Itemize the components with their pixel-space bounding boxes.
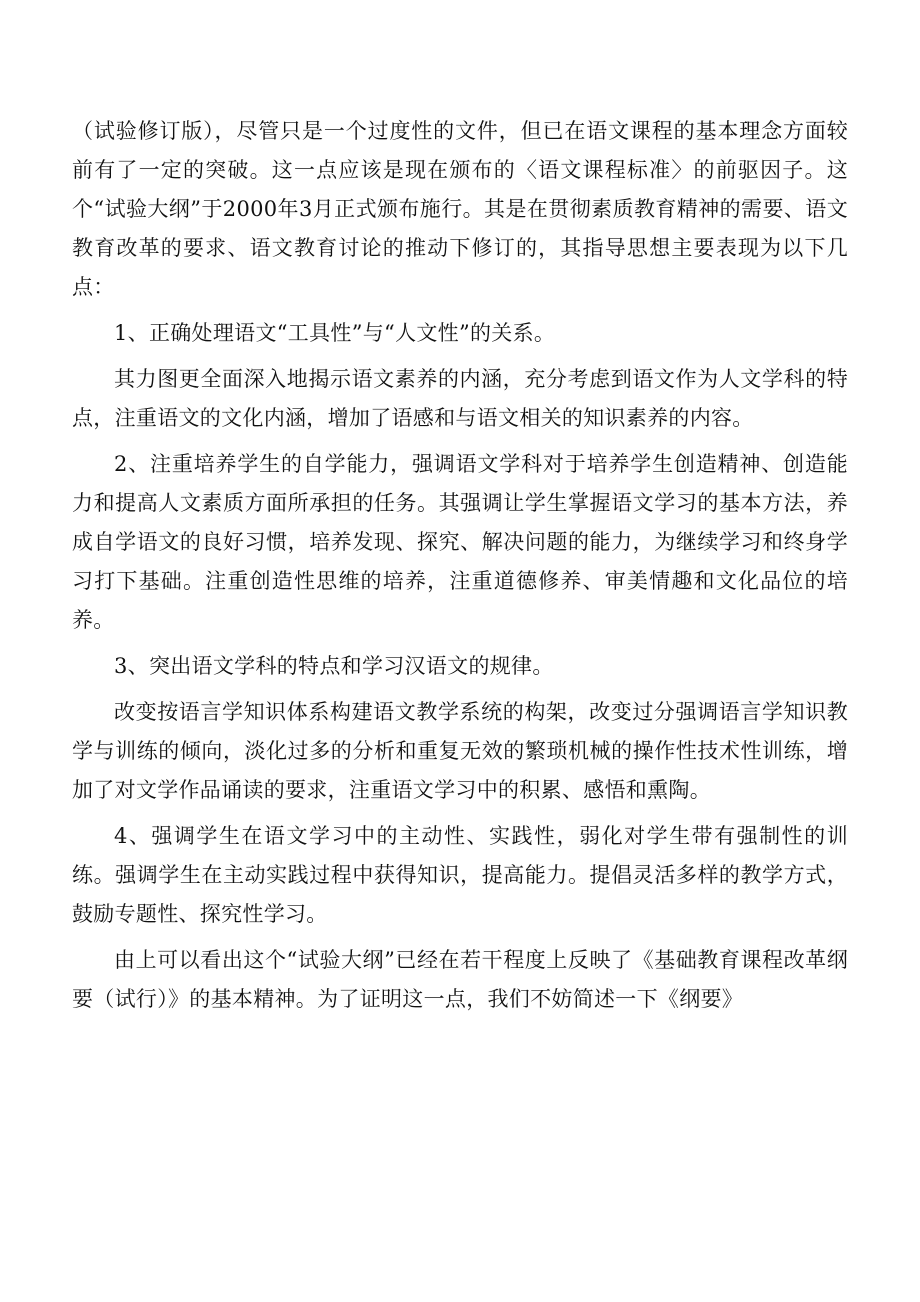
paragraph-point-4: 4、强调学生在语文学习中的主动性、实践性，弱化对学生带有强制性的训练。强调学生在主动实践过程中获得知识，提高能力。提倡灵活多样的教学方式，鼓励专题性、探究性学习。 [72, 824, 848, 926]
paragraph-point-1-body: 其力图更全面深入地揭示语文素养的内涵，充分考虑到语文作为人文学科的特点，注重语文的文化内涵，增加了语感和与语文相关的知识素养的内容。 [72, 367, 848, 430]
paragraph-point-2: 2、注重培养学生的自学能力，强调语文学科对于培养学生创造精神、创造能力和提高人文素质方面所承担的任务。其强调让学生掌握语文学习的基本方法，养成自学语文的良好习惯，培养发现、探究、解决问题的能力，为继续学习和终身学习打下基础。注重创造性思维的培养，注重道德修养、审美情趣和文化品位的培养。 [72, 452, 848, 632]
document-page [72, 112, 848, 1026]
paragraph-point-3-body: 改变按语言学知识体系构建语文教学系统的构架，改变过分强调语言学知识教学与训练的倾向，淡化过多的分析和重复无效的繁琐机械的操作性技术性训练，增加了对文学作品诵读的要求，注重语文学习中的积累、感悟和熏陶。 [72, 700, 848, 802]
paragraph-intro: （试验修订版），尽管只是一个过度性的文件，但已在语文课程的基本理念方面较前有了一定的突破。这一点应该是现在颁布的〈语文课程标准〉的前驱因子。这个“试验大纲”于2000年3月正式颁布施行。其是在贯彻素质教育精神的需要、语文教育改革的要求、语文教育讨论的推动下修订的，其指导思想主要表现为以下几点： [72, 119, 848, 299]
paragraph-point-3-heading: 3、突出语文学科的特点和学习汉语文的规律。 [114, 654, 554, 678]
paragraph-conclusion: 由上可以看出这个“试验大纲”已经在若干程度上反映了《基础教育课程改革纲要（试行）》的基本精神。为了证明这一点，我们不妨简述一下《纲要》 [72, 948, 848, 1011]
paragraph-point-1-heading: 1、正确处理语文“工具性”与“人文性”的关系。 [114, 321, 556, 345]
